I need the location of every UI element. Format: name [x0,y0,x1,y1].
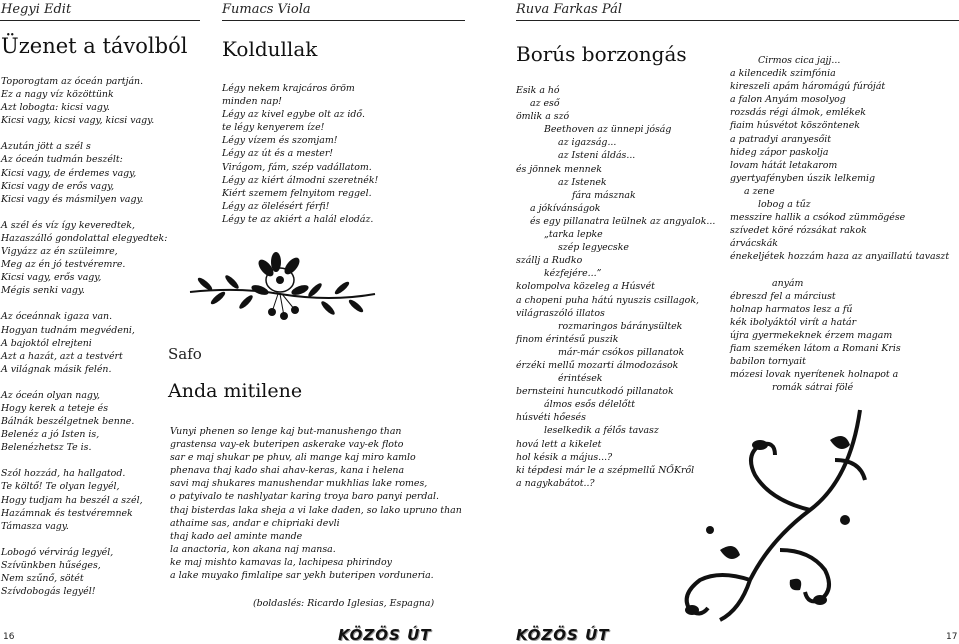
middle-poem-title: Koldullak [222,37,318,61]
poem-line: kolompolva közeleg a Húsvét [516,281,655,293]
poem-line: Azt lobogta: kicsi vagy. [1,102,110,114]
poem-line: ki tépdesi már le a szépmellű NŐKről [516,464,695,476]
poem-line: Kicsi vagy, de érdemes vagy, [1,167,137,179]
right-header-rule [516,20,959,21]
poem-line: rozsdás régi álmok, emlékek [730,107,866,119]
poem-line: Mégis senki vagy. [1,285,85,297]
poem-line: Meg az én jó testvéremre. [1,259,126,271]
poem-line: Légy vízem és szomjam! [222,135,338,147]
poem-line: Légy az ölelésért férfi! [222,200,330,212]
poem-line: Hogy tudjam ha beszél a szél, [1,494,143,506]
poem-line: thaj kado ael aminte mande [170,530,303,542]
poem-line: A szél és víz így keveredtek, [1,219,135,231]
poem-line: Vunyi phenen so lenge kaj but-manushengo than [170,426,402,437]
safo-label: Safo [168,345,202,363]
poem-line: már-már csókos pillanatok [558,346,685,358]
poem-line: Az óceán olyan nagy, [1,389,100,401]
poem-line: hol késik a május...? [516,451,613,463]
poem-line: kézfejére...” [544,268,602,280]
poem-line: holnap harmatos lesz a fű [730,303,853,315]
stanza [1,219,201,298]
footer-logo-right: KÖZÖS ÚT [516,626,610,644]
poem-line: te légy kenyerem íze! [222,122,325,134]
footer-logo-left: KÖZÖS ÚT [338,626,432,644]
left-header-rule [0,20,200,21]
poem-line: hová lett a kikelet [516,438,602,450]
stanza [1,75,201,127]
poem-line: Toporogtam az óceán partján. [1,76,144,87]
poem-line: Légy te az akiért a halál elodáz. [222,213,374,225]
poem-line: a chopeni puha hátú nyuszis csillagok, [516,294,699,306]
poem-line: Virágom, fám, szép vadállatom. [222,161,372,173]
poem-line: újra gyermekeknek érzem magam [730,329,893,341]
poem-line: ke maj mishto kamavas la, lachipesa phirindoy [170,556,392,568]
poem-line: athaime sas, andar e chipriaki devli [170,517,340,529]
stanza [1,310,201,375]
poem-line: Belenéz a jó Isten is, [1,429,100,441]
poem-line: Beethoven az ünnepi jóság [544,124,672,136]
poem-line: phenava thaj kado shai ahav-keras, kana i helena [170,465,405,477]
right-author: Ruva Farkas Pál [516,2,622,17]
middle-poem [222,82,462,226]
poem-line: az igazság... [558,137,617,149]
poem-line: szállj a Rudko [516,255,583,267]
poem-line: Kicsi vagy, kicsi vagy, kicsi vagy. [1,115,155,127]
poem-line: ébreszd fel a márciust [730,290,836,302]
safo-poem [170,425,470,582]
middle-header-rule [222,20,465,21]
poem-line: mózesi lovak nyerítenek holnapot a [730,369,899,381]
poem-line: Hogy kerek a teteje és [1,402,109,414]
poem-line: Vigyázz az én szüleimre, [1,246,118,258]
poem-line: Azt a hazát, azt a testvért [1,350,123,362]
right-page-number: 17 [946,632,958,642]
poem-line: Az óceán tudmán beszélt: [1,154,123,166]
poem-line: húsvéti hőesés [516,412,586,424]
poem-line: Ez a nagy víz közöttünk [1,89,114,101]
poem-line: kireszeli apám háromágú fúróját [730,81,886,93]
poem-line: fára másznak [572,189,636,201]
poem-line: Légy az út és a mester! [222,148,334,160]
poem-line: szívedet köré rózsákat rakok [730,225,867,237]
poem-line: Légy az kiért álmodni szeretnék! [222,174,379,186]
poem-line: az Istenek [558,176,607,188]
poem-line: Légy az kivel egybe olt az idő. [222,109,365,121]
poem-line: kék ibolyáktól virít a határ [730,316,857,328]
poem-line: Cirmos cica jajj... [758,55,841,66]
poem-line: érzéki mellű mozarti álmodozások [516,359,679,371]
poem-line: Lobogó vérvirág legyél, [1,546,114,558]
poem-line: Kiért szemem felnyitom reggel. [222,187,372,199]
poem-line: o patyivalo te nashlyatar karing troya baro panyi perdal. [170,491,439,503]
poem-line: az Isteni áldás... [558,150,636,162]
poem-line: a kilencedik szimfónia [730,68,836,80]
poem-line: Hazámnak és testvéremnek [1,507,133,519]
poem-line: la anactoria, kon akana naj mansa. [170,543,336,555]
poem-line: Hazaszálló gondolattal elegyedtek: [1,232,168,244]
right-poem-title: Borús borzongás [516,42,687,66]
poem-line: romák sátrai fölé [772,382,854,394]
poem-line: világraszóló illatos [516,307,605,319]
floral-branch-ornament [180,232,380,332]
poem-line: messzire hallik a csókod zümmögése [730,212,906,224]
poem-line: Szól hozzád, ha hallgatod. [1,468,126,480]
poem-line: Kicsi vagy és másmilyen vagy. [1,193,144,205]
poem-line: álmos esős délelőtt [544,399,635,411]
right-poem-continued [730,54,956,394]
poem-line: A világnak másik felén. [1,363,112,375]
poem-line: finom érintésű puszik [516,333,619,345]
poem-line: Légy nekem krajcáros öröm [222,83,355,94]
poem-line: Esik a hó [516,85,560,96]
poem-line: az eső [530,98,560,110]
stanza [1,140,201,205]
poem-line: és jönnek mennek [516,163,602,175]
left-poem-title: Üzenet a távolból [1,34,188,58]
poem-line: rozmaringos báránysültek [558,320,683,332]
poem-line: hideg zápor paskolja [730,146,829,158]
poem-line: sar e maj shukar pe phuv, ali mange kaj miro kamlo [170,452,416,464]
poem-line: a patradyi aranyesőit [730,133,832,145]
poem-line: és egy pillanatra leülnek az angyalok... [530,215,716,227]
scroll-ornament [660,400,870,625]
poem-line: énekeljétek hozzám haza az anyaillatú tavaszt [730,251,950,263]
poem-line: Belenézhetsz Te is. [1,442,92,454]
middle-author: Fumacs Viola [222,2,311,17]
poem-line: A bajoktól elrejteni [1,337,92,349]
poem-line: babilon tornyait [730,356,806,368]
poem-line: Kicsi vagy, erős vagy, [1,272,102,284]
poem-line: anyám [772,277,804,289]
poem-line: fiam szeméken látom a Romani Kris [730,342,901,354]
poem-line: thaj bisterdas laka sheja a vi lake daden, so lako upruno than [170,504,462,516]
poem-line: érintések [558,373,603,385]
poem-line: Te költő! Te olyan legyél, [1,481,120,493]
poem-line: Azután jött a szél s [1,141,91,153]
poem-line: bernsteini huncutkodó pillanatok [516,386,674,398]
poem-line: a zene [744,185,775,197]
poem-line: Szívünkben hűséges, [1,559,101,571]
poem-line: a lake muyako fimlalipe sar yekh buteripen vorduneria. [170,570,434,582]
poem-line: leselkedik a félős tavasz [544,425,659,437]
poem-line: a nagykabátot..? [516,477,595,489]
poem-line: ömlik a szó [516,111,570,123]
poem-line: árvácskák [730,238,778,250]
poem-line: Hogyan tudnám megvédeni, [1,324,135,336]
safo-poem-title: Anda mitilene [168,380,303,402]
poem-line: Az óceánnak igaza van. [1,311,113,323]
poem-line: a falon Anyám mosolyog [730,94,846,106]
poem-line: fiaim húsvétot köszöntenek [730,120,860,132]
poem-line: Nem szűnő, sötét [1,573,84,584]
left-author: Hegyi Edit [1,2,72,17]
poem-line: lovam hátát letakarom [730,159,838,171]
poem-line: Szívdobogás legyél! [1,586,96,598]
poem-line [730,264,956,277]
poem-line: a jókívánságok [530,202,601,214]
poem-line: grastensa vay-ek buteripen askerake vay-ek floto [170,439,404,451]
poem-line: szép legyecske [558,242,629,254]
poem-line: Kicsi vagy de erős vagy, [1,180,115,192]
poem-line: gyertyafényben úszik lelkemig [730,172,876,184]
poem-line: lobog a tűz [758,199,811,211]
poem-line: Támasza vagy. [1,520,69,532]
left-page-number: 16 [3,632,15,642]
translation-credit: (boldaslés: Ricardo Iglesias, Espagna) [253,598,435,609]
poem-line: Bálnák beszélgetnek benne. [1,416,135,428]
poem-line: minden nap! [222,96,282,108]
poem-line: „tarka lepke [544,229,603,241]
poem-line: savi maj shukares manushendar mukhlias lake romes, [170,478,428,490]
